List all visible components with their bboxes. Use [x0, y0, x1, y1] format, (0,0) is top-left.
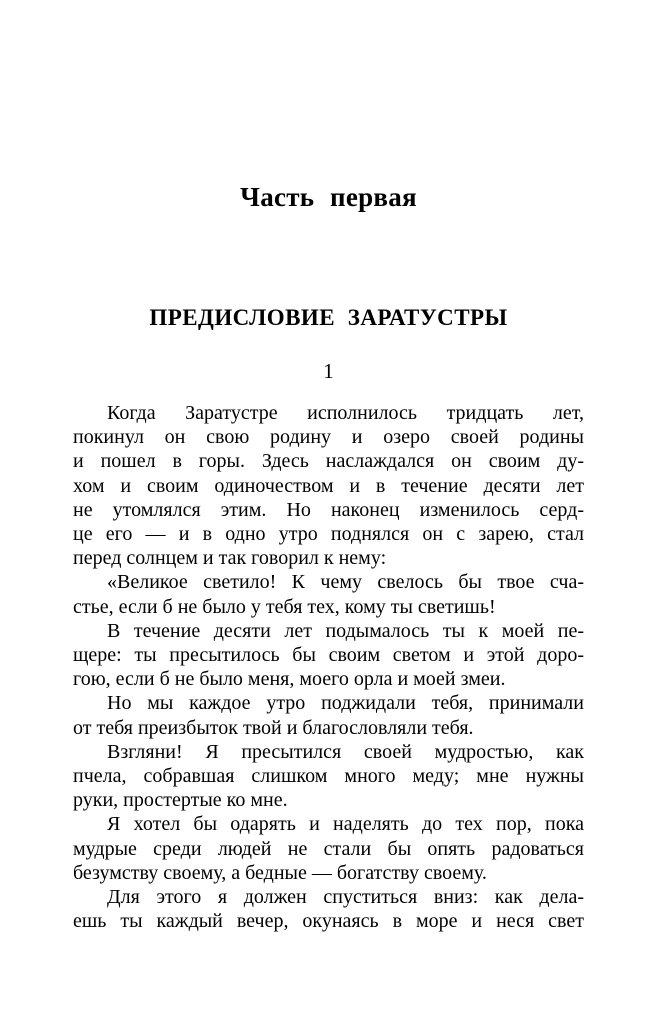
- text-line: от тебя преизбыток твой и благословляли тебя.: [73, 716, 474, 739]
- text-line: стье, если б не было у тебя тех, кому ты светишь!: [73, 595, 496, 618]
- text-line: Для этого я должен спуститься вниз: как дела-: [107, 886, 584, 909]
- text-line: Но мы каждое утро поджидали тебя, принимали: [107, 692, 584, 715]
- text-line: ешь ты каждый вечер, окунаясь в море и неся свет: [73, 910, 584, 933]
- text-line: Взгляни! Я пресытился своей мудростью, как: [107, 740, 584, 763]
- text-line: руки, простертые ко мне.: [73, 789, 288, 812]
- paragraph: [73, 691, 584, 739]
- section-number: 1: [323, 359, 334, 383]
- body-text: [73, 401, 584, 933]
- paragraph: [73, 401, 584, 570]
- text-line: гою, если б не было меня, моего орла и моей змеи.: [73, 668, 506, 691]
- paragraph: [73, 885, 584, 933]
- paragraph: [73, 619, 584, 692]
- paragraph: [73, 812, 584, 885]
- text-line: «Великое светило! К чему свелось бы твое сча-: [107, 571, 584, 594]
- chapter-title: ПРЕДИСЛОВИЕ ЗАРАТУСТРЫ: [149, 305, 508, 330]
- text-line: Я хотел бы одарять и наделять до тех пор, пока: [107, 813, 584, 836]
- text-line: перед солнцем и так говорил к нему:: [73, 547, 387, 570]
- text-line: Когда Заратустре исполнилось тридцать лет,: [107, 402, 584, 424]
- part-title: Часть первая: [240, 182, 417, 212]
- text-line: мудрые среди людей не стали бы опять радоваться: [73, 837, 584, 860]
- page-content: [73, 0, 584, 933]
- text-line: пчела, собравшая слишком много меду; мне нужны: [73, 765, 584, 788]
- text-line: не утомлялся этим. Но наконец изменилось серд-: [73, 498, 584, 521]
- text-line: безумству своему, а бедные — богатству своему.: [73, 861, 487, 884]
- text-line: щере: ты пресытилось бы своим светом и этой доро-: [73, 644, 584, 667]
- text-line: хом и своим одиночеством и в течение десяти лет: [73, 474, 584, 497]
- paragraph: [73, 570, 584, 618]
- paragraph: [73, 740, 584, 813]
- text-line: В течение десяти лет подымалось ты к моей пе-: [107, 619, 584, 642]
- text-line: це его — и в одно утро поднялся он с зарею, стал: [73, 523, 584, 546]
- text-line: и пошел в горы. Здесь наслаждался он своим ду-: [73, 450, 584, 473]
- text-line: покинул он свою родину и озеро своей родины: [73, 426, 584, 449]
